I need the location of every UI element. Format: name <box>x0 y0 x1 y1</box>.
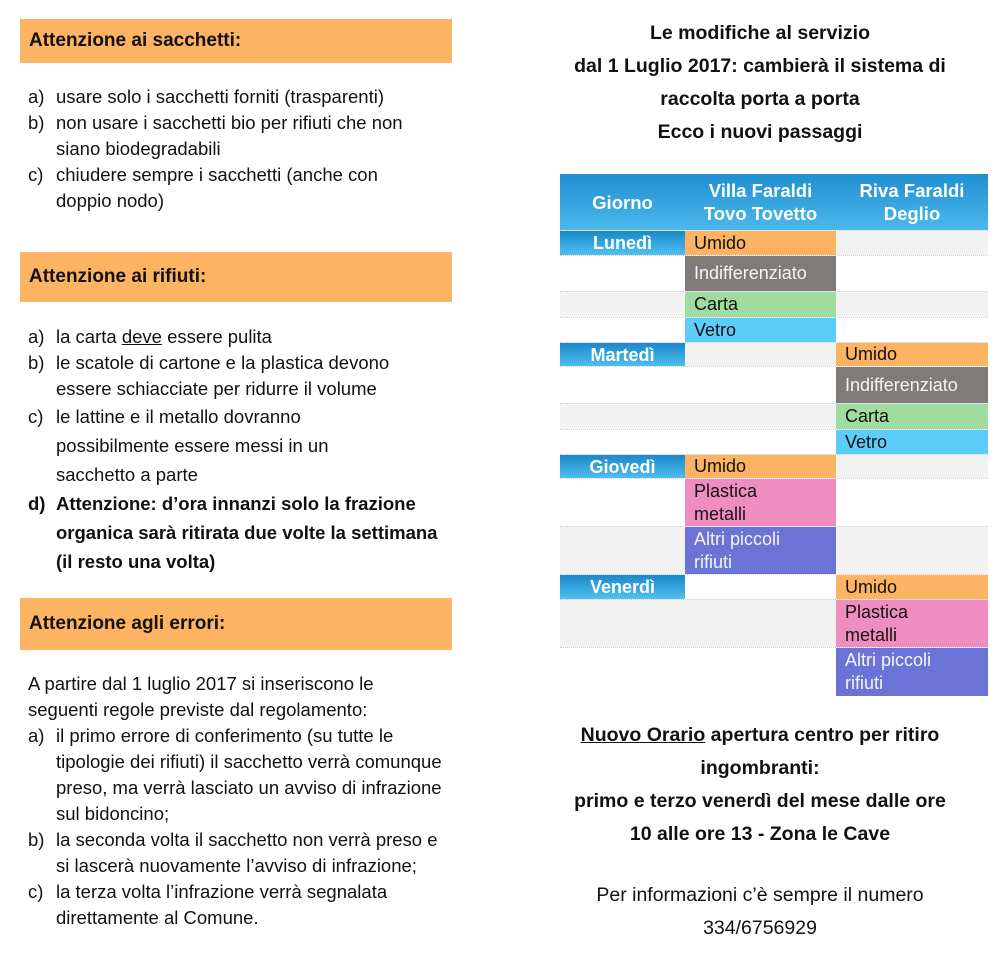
table-row <box>560 574 988 599</box>
list-marker: d) <box>28 493 46 514</box>
list-item <box>28 723 448 827</box>
day-label: Venerdì <box>560 575 685 599</box>
list-text: Attenzione: d’ora innanzi solo la frazione organica sarà ritirata due volte la settimana (il resto una volta) <box>56 493 438 572</box>
waste-plastica-metalli: Plastica metalli <box>836 600 988 647</box>
day-label: Martedì <box>560 343 685 367</box>
header-day: Giorno <box>592 191 653 213</box>
table-row <box>560 366 988 403</box>
list-marker: a) <box>28 725 45 746</box>
table-row <box>560 429 988 454</box>
waste-plastica-metalli: Plastica metalli <box>685 479 836 526</box>
list-text: il primo errore di conferimento (su tutte le tipologie dei rifiuti) il sacchetto verrà comunque preso, ma verrà lasciato un avviso di infrazione sul bidoncino; <box>56 725 442 824</box>
list-marker: c) <box>28 164 44 185</box>
waste-rules-list <box>28 324 448 576</box>
header-villa-faraldi: Villa Faraldi Tovo Tovetto <box>703 180 818 224</box>
list-text: la seconda volta il sacchetto non verrà preso e si lascerà nuovamente l’avviso di infrazione; <box>56 829 438 876</box>
table-row <box>560 255 988 291</box>
table-row <box>560 478 988 526</box>
list-item <box>28 350 448 402</box>
bulky-line: Nuovo Orario apertura centro per ritiro <box>580 724 940 746</box>
waste-umido: Umido <box>685 455 836 478</box>
title-line: raccolta porta a porta <box>660 88 860 110</box>
list-text: le scatole di cartone e la plastica devono essere schiacciate per ridurre il volume <box>56 352 390 399</box>
list-marker: c) <box>28 406 44 427</box>
list-item-important <box>28 489 448 576</box>
phone-number: 334/6756929 <box>703 917 817 939</box>
table-row <box>560 317 988 342</box>
list-text: la carta deve essere pulita <box>56 326 272 347</box>
list-text: le lattine e il metallo dovranno possibilmente essere messi in un sacchetto a parte <box>56 406 329 485</box>
list-item <box>28 879 448 931</box>
table-row <box>560 454 988 478</box>
table-row <box>560 526 988 574</box>
list-marker: a) <box>28 326 45 347</box>
underlined-title: Nuovo Orario <box>580 724 706 746</box>
list-marker: a) <box>28 86 45 107</box>
list-marker: b) <box>28 829 45 850</box>
list-item <box>28 84 448 110</box>
bulky-waste-notice <box>530 719 990 851</box>
table-row <box>560 230 988 255</box>
heading-text: Attenzione ai sacchetti: <box>29 30 242 51</box>
list-text: chiudere sempre i sacchetti (anche con doppio nodo) <box>56 164 378 211</box>
underlined-word: deve <box>121 326 162 347</box>
waste-carta: Carta <box>836 404 988 429</box>
list-item <box>28 827 448 879</box>
waste-vetro: Vetro <box>685 318 836 342</box>
list-text: la terza volta l’infrazione verrà segnalata direttamente al Comune. <box>56 881 388 928</box>
waste-umido: Umido <box>685 231 836 255</box>
day-label: Lunedì <box>560 231 685 255</box>
waste-indifferenziato: Indifferenziato <box>836 367 988 403</box>
waste-altri-piccoli-rifiuti: Altri piccoli rifiuti <box>836 648 988 696</box>
title-line: Ecco i nuovi passaggi <box>657 121 863 143</box>
waste-umido: Umido <box>836 343 988 366</box>
list-text: non usare i sacchetti bio per rifiuti che non siano biodegradabili <box>56 112 403 159</box>
list-marker: b) <box>28 352 45 373</box>
schedule-table <box>560 174 988 696</box>
heading-text: Attenzione agli errori: <box>29 613 226 634</box>
waste-indifferenziato: Indifferenziato <box>685 256 836 291</box>
list-item <box>28 162 448 214</box>
section-heading-bags <box>20 19 452 63</box>
errors-rules-list <box>28 671 448 931</box>
title-line: Le modifiche al servizio <box>650 22 870 44</box>
section-heading-errors <box>20 598 452 650</box>
title-line: dal 1 Luglio 2017: cambierà il sistema di <box>574 55 946 77</box>
waste-altri-piccoli-rifiuti: Altri piccoli rifiuti <box>685 527 836 574</box>
contact-info <box>530 879 990 945</box>
page-title <box>530 17 990 149</box>
heading-text: Attenzione ai rifiuti: <box>29 266 207 287</box>
waste-umido: Umido <box>836 575 988 599</box>
table-row <box>560 403 988 429</box>
bulky-line: primo e terzo venerdì del mese dalle ore <box>574 790 946 812</box>
list-item <box>28 324 448 350</box>
list-item <box>28 402 448 489</box>
list-marker: c) <box>28 881 44 902</box>
list-marker: b) <box>28 112 45 133</box>
table-header <box>560 174 988 230</box>
day-label: Giovedì <box>560 455 685 479</box>
bulky-line: 10 alle ore 13 - Zona le Cave <box>629 823 891 845</box>
list-text: usare solo i sacchetti forniti (trasparenti) <box>56 86 384 107</box>
table-row <box>560 291 988 317</box>
waste-vetro: Vetro <box>836 430 988 454</box>
header-riva-faraldi: Riva Faraldi Deglio <box>859 180 965 224</box>
waste-carta: Carta <box>685 292 836 317</box>
intro-paragraph: A partire dal 1 luglio 2017 si inseriscono le seguenti regole previste dal regolamento: <box>28 673 374 720</box>
table-row <box>560 342 988 366</box>
bags-rules-list <box>28 84 448 214</box>
list-item <box>28 110 448 162</box>
table-row <box>560 647 988 696</box>
section-heading-waste <box>20 252 452 302</box>
table-row <box>560 599 988 647</box>
bulky-line: ingombranti: <box>700 757 820 779</box>
contact-line: Per informazioni c’è sempre il numero <box>596 884 924 906</box>
